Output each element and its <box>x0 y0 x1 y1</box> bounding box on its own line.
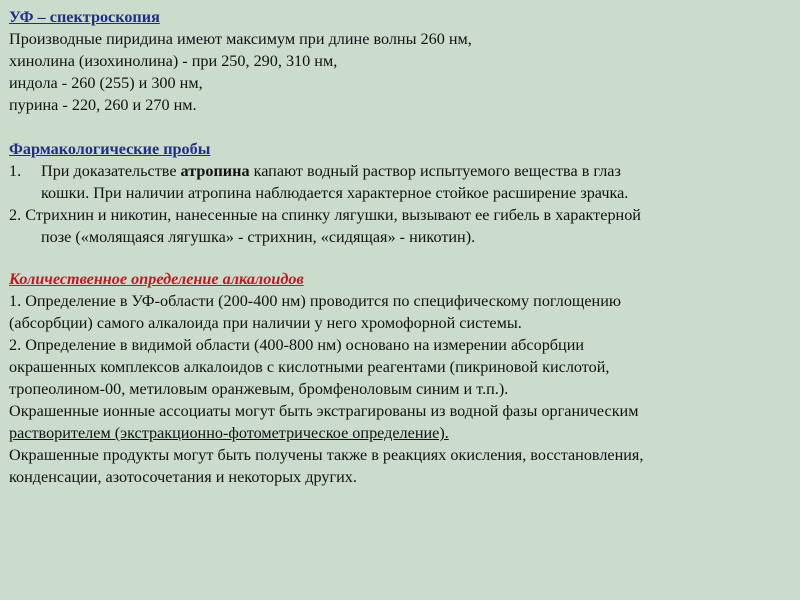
uv-line: Производные пиридина имеют максимум при длине волны 260 нм, <box>9 30 472 48</box>
pharm-item-1-line <box>9 160 790 182</box>
quant-line: окрашенных комплексов алкалоидов с кислотными реагентами (пикриновой кислотой, <box>9 358 610 376</box>
pharm-section <box>9 138 790 248</box>
quant-line: (абсорбции) самого алкалоида при наличии у него хромофорной системы. <box>9 314 522 332</box>
uv-line: хинолина (изохинолина) - при 250, 290, 310 нм, <box>9 52 338 70</box>
pharm-item-1-cont: кошки. При наличии атропина наблюдается характерное стойкое расширение зрачка. <box>41 184 629 202</box>
quant-line: Окрашенные ионные ассоциаты могут быть экстрагированы из водной фазы органическим <box>9 402 639 420</box>
pharm-item-1-number: 1. <box>9 162 22 180</box>
quant-underlined-line: растворителем (экстракционно-фотометрическое определение). <box>9 424 449 442</box>
quant-line: тропеолином-00, метиловым оранжевым, бромфеноловым синим и т.п.). <box>9 380 509 398</box>
pharm-item-2 <box>9 204 790 248</box>
uv-title: УФ – спектроскопия <box>9 8 160 26</box>
pharm-item-2-cont: позе («молящаяся лягушка» - стрихнин, «сидящая» - никотин). <box>41 228 476 246</box>
pharm-item-1-text-pre: При доказательстве <box>41 162 181 180</box>
pharm-item-1-text-post: капают водный раствор испытуемого вещества в глаз <box>249 162 621 180</box>
quant-line: 1. Определение в УФ-области (200-400 нм) проводится по специфическому поглощению <box>9 292 621 310</box>
uv-line: индола - 260 (255) и 300 нм, <box>9 74 203 92</box>
pharm-item-1 <box>9 160 790 204</box>
quant-title: Количественное определение алкалоидов <box>9 270 304 288</box>
quant-line: 2. Определение в видимой области (400-800 нм) основано на измерении абсорбции <box>9 336 585 354</box>
uv-section <box>9 6 790 116</box>
quant-line: Окрашенные продукты могут быть получены также в реакциях окисления, восстановления, <box>9 446 644 464</box>
pharm-item-2-line: 2. Стрихнин и никотин, нанесенные на спинку лягушки, вызывают ее гибель в характерной <box>9 206 641 224</box>
uv-line: пурина - 220, 260 и 270 нм. <box>9 96 197 114</box>
quant-section <box>9 268 790 488</box>
pharm-item-1-bold: атропина <box>180 162 250 180</box>
quant-line: конденсации, азотосочетания и некоторых других. <box>9 468 357 486</box>
pharm-title: Фармакологические пробы <box>9 140 211 158</box>
